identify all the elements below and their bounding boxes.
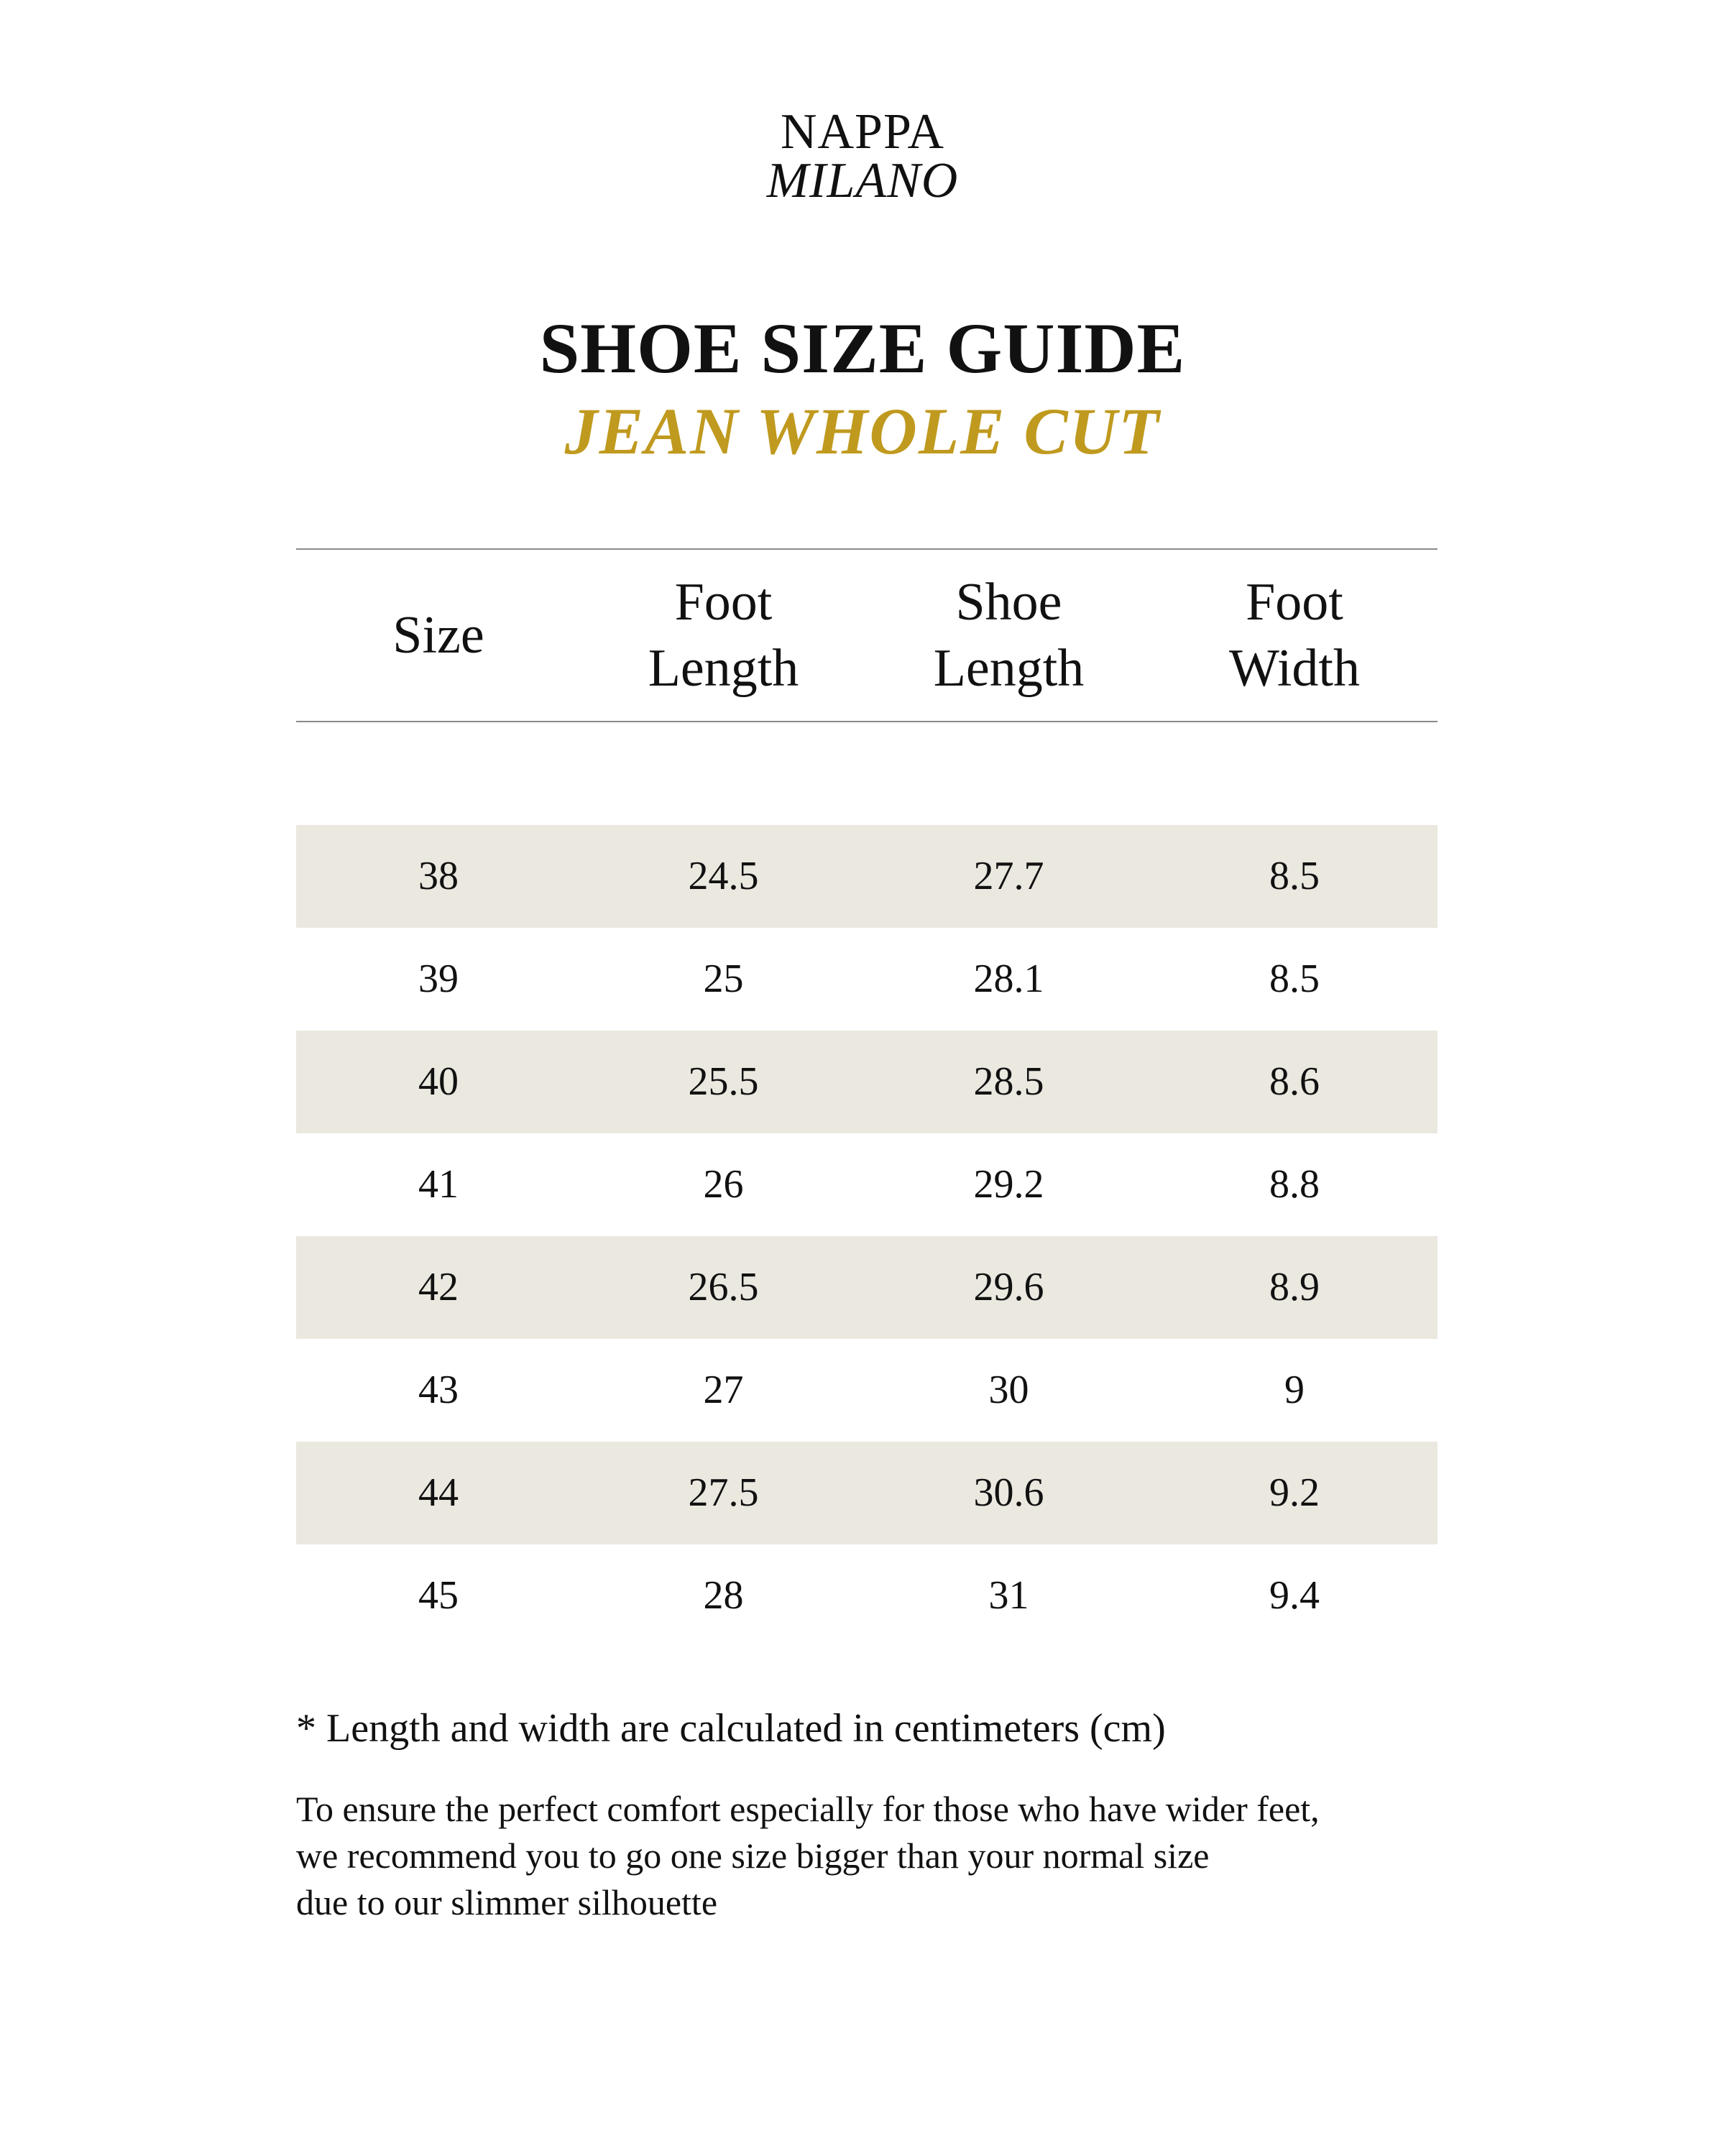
cell-foot-width: 9.2 (1269, 1470, 1320, 1515)
header-shoe-length-line2: Length (933, 639, 1085, 698)
cell-size: 38 (418, 854, 459, 898)
header-foot-width-line2: Width (1228, 639, 1360, 698)
cell-foot-width: 9.4 (1269, 1573, 1320, 1618)
cell-foot-width: 9 (1284, 1368, 1305, 1412)
size-table (296, 825, 1438, 1647)
cell-size: 42 (418, 1265, 459, 1309)
cell-shoe-length: 28.5 (973, 1059, 1044, 1104)
table-row (296, 1133, 1438, 1236)
brand-name-line2: MILANO (766, 153, 959, 208)
cell-shoe-length: 29.6 (973, 1265, 1044, 1309)
header-shoe-length-line1: Shoe (955, 573, 1062, 632)
header-size (296, 550, 581, 721)
cell-shoe-length: 27.7 (973, 854, 1044, 898)
table-row (296, 1031, 1438, 1133)
cell-shoe-length: 30 (988, 1368, 1029, 1412)
brand-logo (0, 104, 1725, 208)
cell-foot-width: 8.5 (1269, 957, 1320, 1001)
page-title: SHOE SIZE GUIDE (539, 308, 1186, 388)
cell-size: 39 (418, 957, 459, 1001)
recommendation-line1: To ensure the perfect comfort especially for those who have wider feet, (296, 1789, 1320, 1829)
cell-foot-width: 8.5 (1269, 854, 1320, 898)
header-size-label: Size (392, 606, 484, 665)
header-foot-length (581, 550, 866, 721)
header-foot-length-line1: Foot (674, 573, 773, 632)
cell-shoe-length: 31 (988, 1573, 1029, 1618)
cell-shoe-length: 29.2 (973, 1162, 1044, 1207)
table-row (296, 1339, 1438, 1442)
cell-shoe-length: 30.6 (973, 1470, 1044, 1515)
page-subtitle: JEAN WHOLE CUT (564, 395, 1161, 468)
sizing-recommendation (296, 1786, 1320, 1926)
cell-foot-length: 26.5 (688, 1265, 759, 1309)
header-bottom-divider (296, 721, 1438, 722)
header-shoe-length (866, 550, 1151, 721)
table-row (296, 1236, 1438, 1339)
cell-foot-length: 27 (703, 1368, 744, 1412)
brand-name-line1: NAPPA (780, 104, 945, 160)
table-row (296, 825, 1438, 928)
cell-size: 41 (418, 1162, 459, 1207)
cell-foot-width: 8.9 (1269, 1265, 1320, 1309)
header-foot-width (1151, 550, 1438, 721)
cell-foot-length: 25 (703, 957, 744, 1001)
cell-size: 44 (418, 1470, 459, 1515)
table-header (296, 550, 1438, 721)
cell-foot-length: 25.5 (688, 1059, 759, 1104)
recommendation-line3: due to our slimmer silhouette (296, 1882, 718, 1922)
header-foot-width-line1: Foot (1246, 573, 1343, 632)
cell-size: 40 (418, 1059, 459, 1104)
recommendation-line2: we recommend you to go one size bigger than your normal size (296, 1835, 1210, 1876)
table-row (296, 1544, 1438, 1647)
cell-foot-width: 8.6 (1269, 1059, 1320, 1104)
table-row (296, 928, 1438, 1031)
table-row (296, 1442, 1438, 1544)
cell-foot-width: 8.8 (1269, 1162, 1320, 1207)
cell-size: 45 (418, 1573, 459, 1618)
cell-foot-length: 24.5 (688, 854, 759, 898)
cell-size: 43 (418, 1368, 459, 1412)
header-foot-length-line2: Length (648, 639, 799, 698)
units-note: * Length and width are calculated in centimeters (cm) (296, 1706, 1166, 1751)
cell-foot-length: 28 (703, 1573, 744, 1618)
cell-foot-length: 27.5 (688, 1470, 759, 1515)
cell-foot-length: 26 (703, 1162, 744, 1207)
cell-shoe-length: 28.1 (973, 957, 1044, 1001)
